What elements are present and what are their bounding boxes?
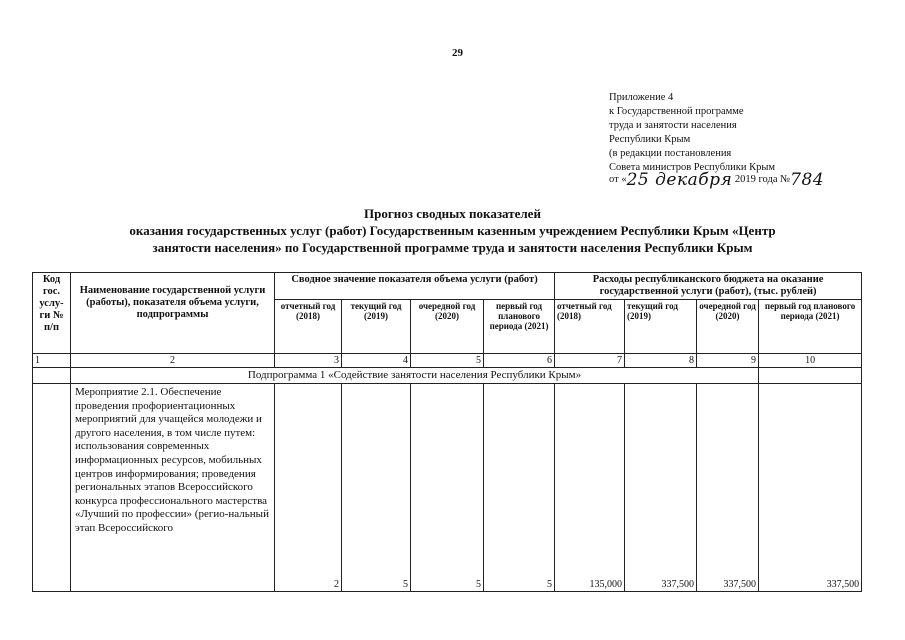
appendix-line: (в редакции постановления [609, 148, 732, 159]
value-volume-2020: 5 [411, 384, 484, 592]
row-name: Мероприятие 2.1. Обеспечение проведения профориентационных мероприятий для учащейся молодежи и другого населения, в том числе путем: использования современных информационных ресурсов, мобильных центров информирования; проведения региональных этапов Всероссийского конкурса профессионального мастерства «Лучший по профессии» (регио-нальный этап Всероссийского [71, 384, 275, 592]
title-line-3: занятости населения» по Государственной программе труда и занятости населения Республики Крым [152, 240, 753, 255]
volume-group-header: Сводное значение показателя объема услуги (работ) [275, 273, 555, 300]
handwritten-date: 25 декабря [626, 170, 733, 190]
value-budget-2021: 337,500 [759, 384, 862, 592]
row-code [33, 384, 71, 592]
table-row [33, 384, 862, 592]
appendix-line: труда и занятости населения [609, 120, 737, 131]
column-number: 10 [759, 354, 862, 368]
column-number: 5 [411, 354, 484, 368]
page-number: 29 [452, 47, 463, 59]
column-number: 4 [342, 354, 411, 368]
column-number: 7 [555, 354, 625, 368]
date-suffix: 2019 года № [732, 174, 791, 185]
appendix-line: Республики Крым [609, 134, 691, 145]
handwritten-number: 784 [790, 170, 825, 190]
value-budget-2020: 337,500 [697, 384, 759, 592]
forecast-table [32, 272, 862, 592]
col-name-header: Наименование государственной услуги (работы), показателя объема услуги, подпрограммы [71, 273, 275, 354]
column-number: 8 [625, 354, 697, 368]
value-volume-2018: 2 [275, 384, 342, 592]
col-code-header: Код гос. услу-ги № п/п [33, 273, 71, 354]
column-number: 3 [275, 354, 342, 368]
value-budget-2018: 135,000 [555, 384, 625, 592]
sub-header-budget-2018: отчетный год (2018) [555, 300, 625, 354]
subprogram-empty-cell [759, 368, 862, 384]
title-line-1: Прогноз сводных показателей [364, 206, 541, 221]
title-line-2: оказания государственных услуг (работ) Государственным казенным учреждением Республики Крым «Центр [129, 223, 776, 238]
header-row-1 [33, 273, 862, 300]
column-number: 2 [71, 354, 275, 368]
sub-header-volume-2019: текущий год (2019) [342, 300, 411, 354]
sub-header-budget-2019: текущий год (2019) [625, 300, 697, 354]
value-budget-2019: 337,500 [625, 384, 697, 592]
budget-group-header: Расходы республиканского бюджета на оказание государственной услуги (работ), (тыс. рублей) [555, 273, 862, 300]
value-volume-2019: 5 [342, 384, 411, 592]
sub-header-volume-2020: очередной год (2020) [411, 300, 484, 354]
column-number: 1 [33, 354, 71, 368]
appendix-date-line [609, 170, 869, 190]
subprogram-code-cell [33, 368, 71, 384]
appendix-line: Приложение 4 [609, 92, 674, 103]
sub-header-volume-2018: отчетный год (2018) [275, 300, 342, 354]
column-number-row [33, 354, 862, 368]
column-number: 9 [697, 354, 759, 368]
document-title [40, 205, 865, 256]
sub-header-volume-2021: первый год планового периода (2021) [484, 300, 555, 354]
appendix-line: к Государственной программе [609, 106, 744, 117]
column-number: 6 [484, 354, 555, 368]
sub-header-budget-2021: первый год планового периода (2021) [759, 300, 862, 354]
appendix-block [609, 91, 869, 190]
appendix-line: Совета министров Республики Крым [609, 162, 776, 173]
date-prefix: от « [609, 174, 627, 185]
value-volume-2021: 5 [484, 384, 555, 592]
subprogram-label: Подпрограмма 1 «Содействие занятости населения Республики Крым» [71, 368, 759, 384]
subprogram-row [33, 368, 862, 384]
sub-header-budget-2020: очередной год (2020) [697, 300, 759, 354]
